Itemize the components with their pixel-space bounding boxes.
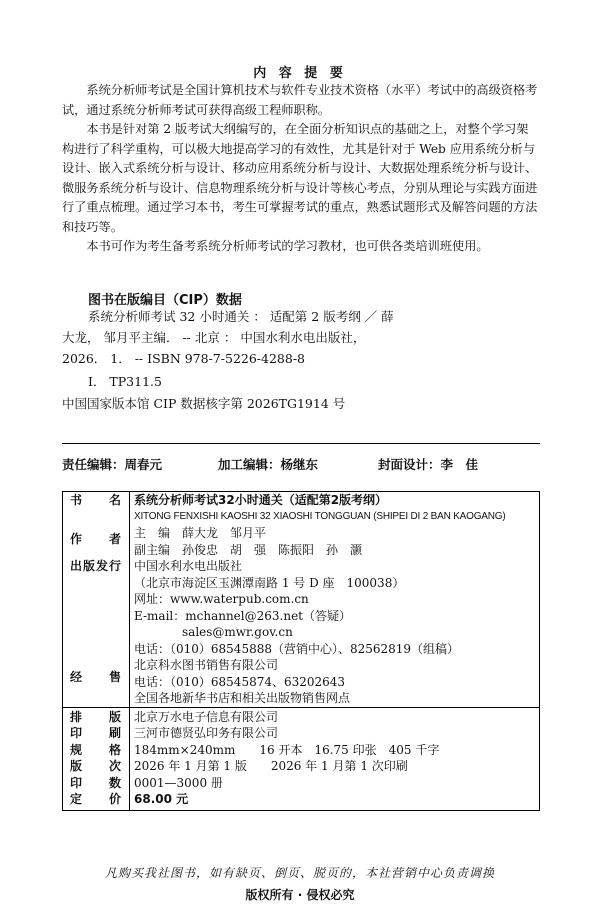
spec-label: 印 数 [63,775,130,792]
row-price [63,791,540,810]
summary-paragraph-2: 本书是针对第 2 版考试大纲编写的，在全面分析知识点的基础之上，对整个学习架构进行了科学重构，可以极大地提高学习的有效性，尤其是针对于 Web 应用系统分析与设计、嵌入式系统分析与设计、移动应用系统分析与设计、大数据处理系统分析与设计、微服务系统分析与设计、信息物理系统分析与设计等核心考点，分别从理论与实践方面进行了重点梳理。通过学习本书，考生可掌握考试的重点，熟悉试题形式及解答问题的方法和技巧等。 [62,122,538,234]
sales-line: 全国各地新华书店和相关出版物销售网点 [134,691,351,705]
cip-line-3: 2026． 1． -- ISBN 978-7-5226-4288-8 [62,351,306,366]
spec-value: 184mm×240mm 16 开本 16.75 印张 405 千字 [134,742,440,757]
spec-value: 0001—3000 册 [134,775,223,790]
row-author [63,525,540,558]
publisher-line: E-mail：mchannel@263.net（答疑） [134,608,351,623]
replacement-notice: 凡购买我社图书，如有缺页、倒页、脱页的，本社营销中心负责调换 [104,866,495,880]
row-print-run [63,775,540,792]
book-title: 系统分析师考试32小时通关（适配第2版考纲） [134,493,388,507]
spec-value: 三河市德贤弘印务有限公司 [134,726,279,740]
row-edition [63,758,540,775]
row-publisher [63,558,540,657]
author-line: 副主编 孙俊忠 胡 强 陈振阳 孙 灏 [134,542,363,557]
publisher-line: 电话：（010）68545888（营销中心）、82562819（组稿） [134,641,460,656]
author-line: 主 编 薛大龙 邹月平 [134,526,267,540]
spec-label: 印 刷 [63,725,130,742]
divider [62,443,540,444]
spec-label: 排 版 [63,707,130,725]
copyright-notice: 版权所有 · 侵权必究 [245,888,355,902]
publisher-line: sales@mwr.gov.cn [134,625,293,639]
row-sales [63,657,540,707]
processing-editor: 加工编辑：杨继东 [218,457,319,472]
publisher-label: 出版发行 [63,558,130,657]
row-printing [63,725,540,742]
sales-label: 经 售 [63,657,130,707]
cip-line-5: 中国国家版本馆 CIP 数据核字第 2026TG1914 号 [62,396,346,411]
summary-paragraph-1: 系统分析师考试是全国计算机技术与软件专业技术资格（水平）考试中的高级资格考试，通过系统分析师考试可获得高级工程师职称。 [62,83,538,117]
publisher-line: 中国水利水电出版社 [134,559,243,573]
cip-line-4: Ⅰ． TP311.5 [88,374,162,389]
publisher-line: 网址：www.waterpub.com.cn [134,592,309,606]
row-book-title [63,492,540,526]
colophon-table [62,491,540,811]
sales-line: 电话：（010）68545874、63202643 [134,674,346,689]
publisher-line: （北京市海淀区玉渊潭南路 1 号 D 座 100038） [134,575,405,590]
summary-title: 内 容 提 要 [253,66,347,81]
cip-line-1: 系统分析师考试 32 小时通关 ： 适配第 2 版考纲 ／ 薛 [88,309,394,324]
author-label: 作 者 [63,525,130,558]
spec-label: 规 格 [63,742,130,759]
spec-value: 北京万水电子信息有限公司 [130,707,540,725]
cip-line-2: 大龙， 邹月平主编． -- 北京 ： 中国水利水电出版社， [62,330,366,345]
spec-label: 版 次 [63,758,130,775]
spec-value: 2026 年 1 月第 1 版 2026 年 1 月第 1 次印刷 [134,759,408,773]
summary-paragraph-3: 本书可作为考生备考系统分析师考试的学习教材，也可供各类培训班使用。 [86,239,489,253]
cip-heading: 图书在版编目（CIP）数据 [88,293,242,308]
sales-line: 北京科水图书销售有限公司 [134,658,279,672]
responsible-editor: 责任编辑：周春元 [62,457,163,472]
book-pinyin: XITONG FENXISHI KAOSHI 32 XIAOSHI TONGGUAN (SHIPEI DI 2 BAN KAOGANG) [134,510,506,522]
row-typesetting [63,707,540,725]
price-value: 68.00 元 [134,792,189,806]
book-label: 书 名 [63,492,130,526]
spec-label: 定 价 [63,791,130,810]
cover-designer: 封面设计：李 佳 [378,457,479,472]
row-format [63,742,540,759]
